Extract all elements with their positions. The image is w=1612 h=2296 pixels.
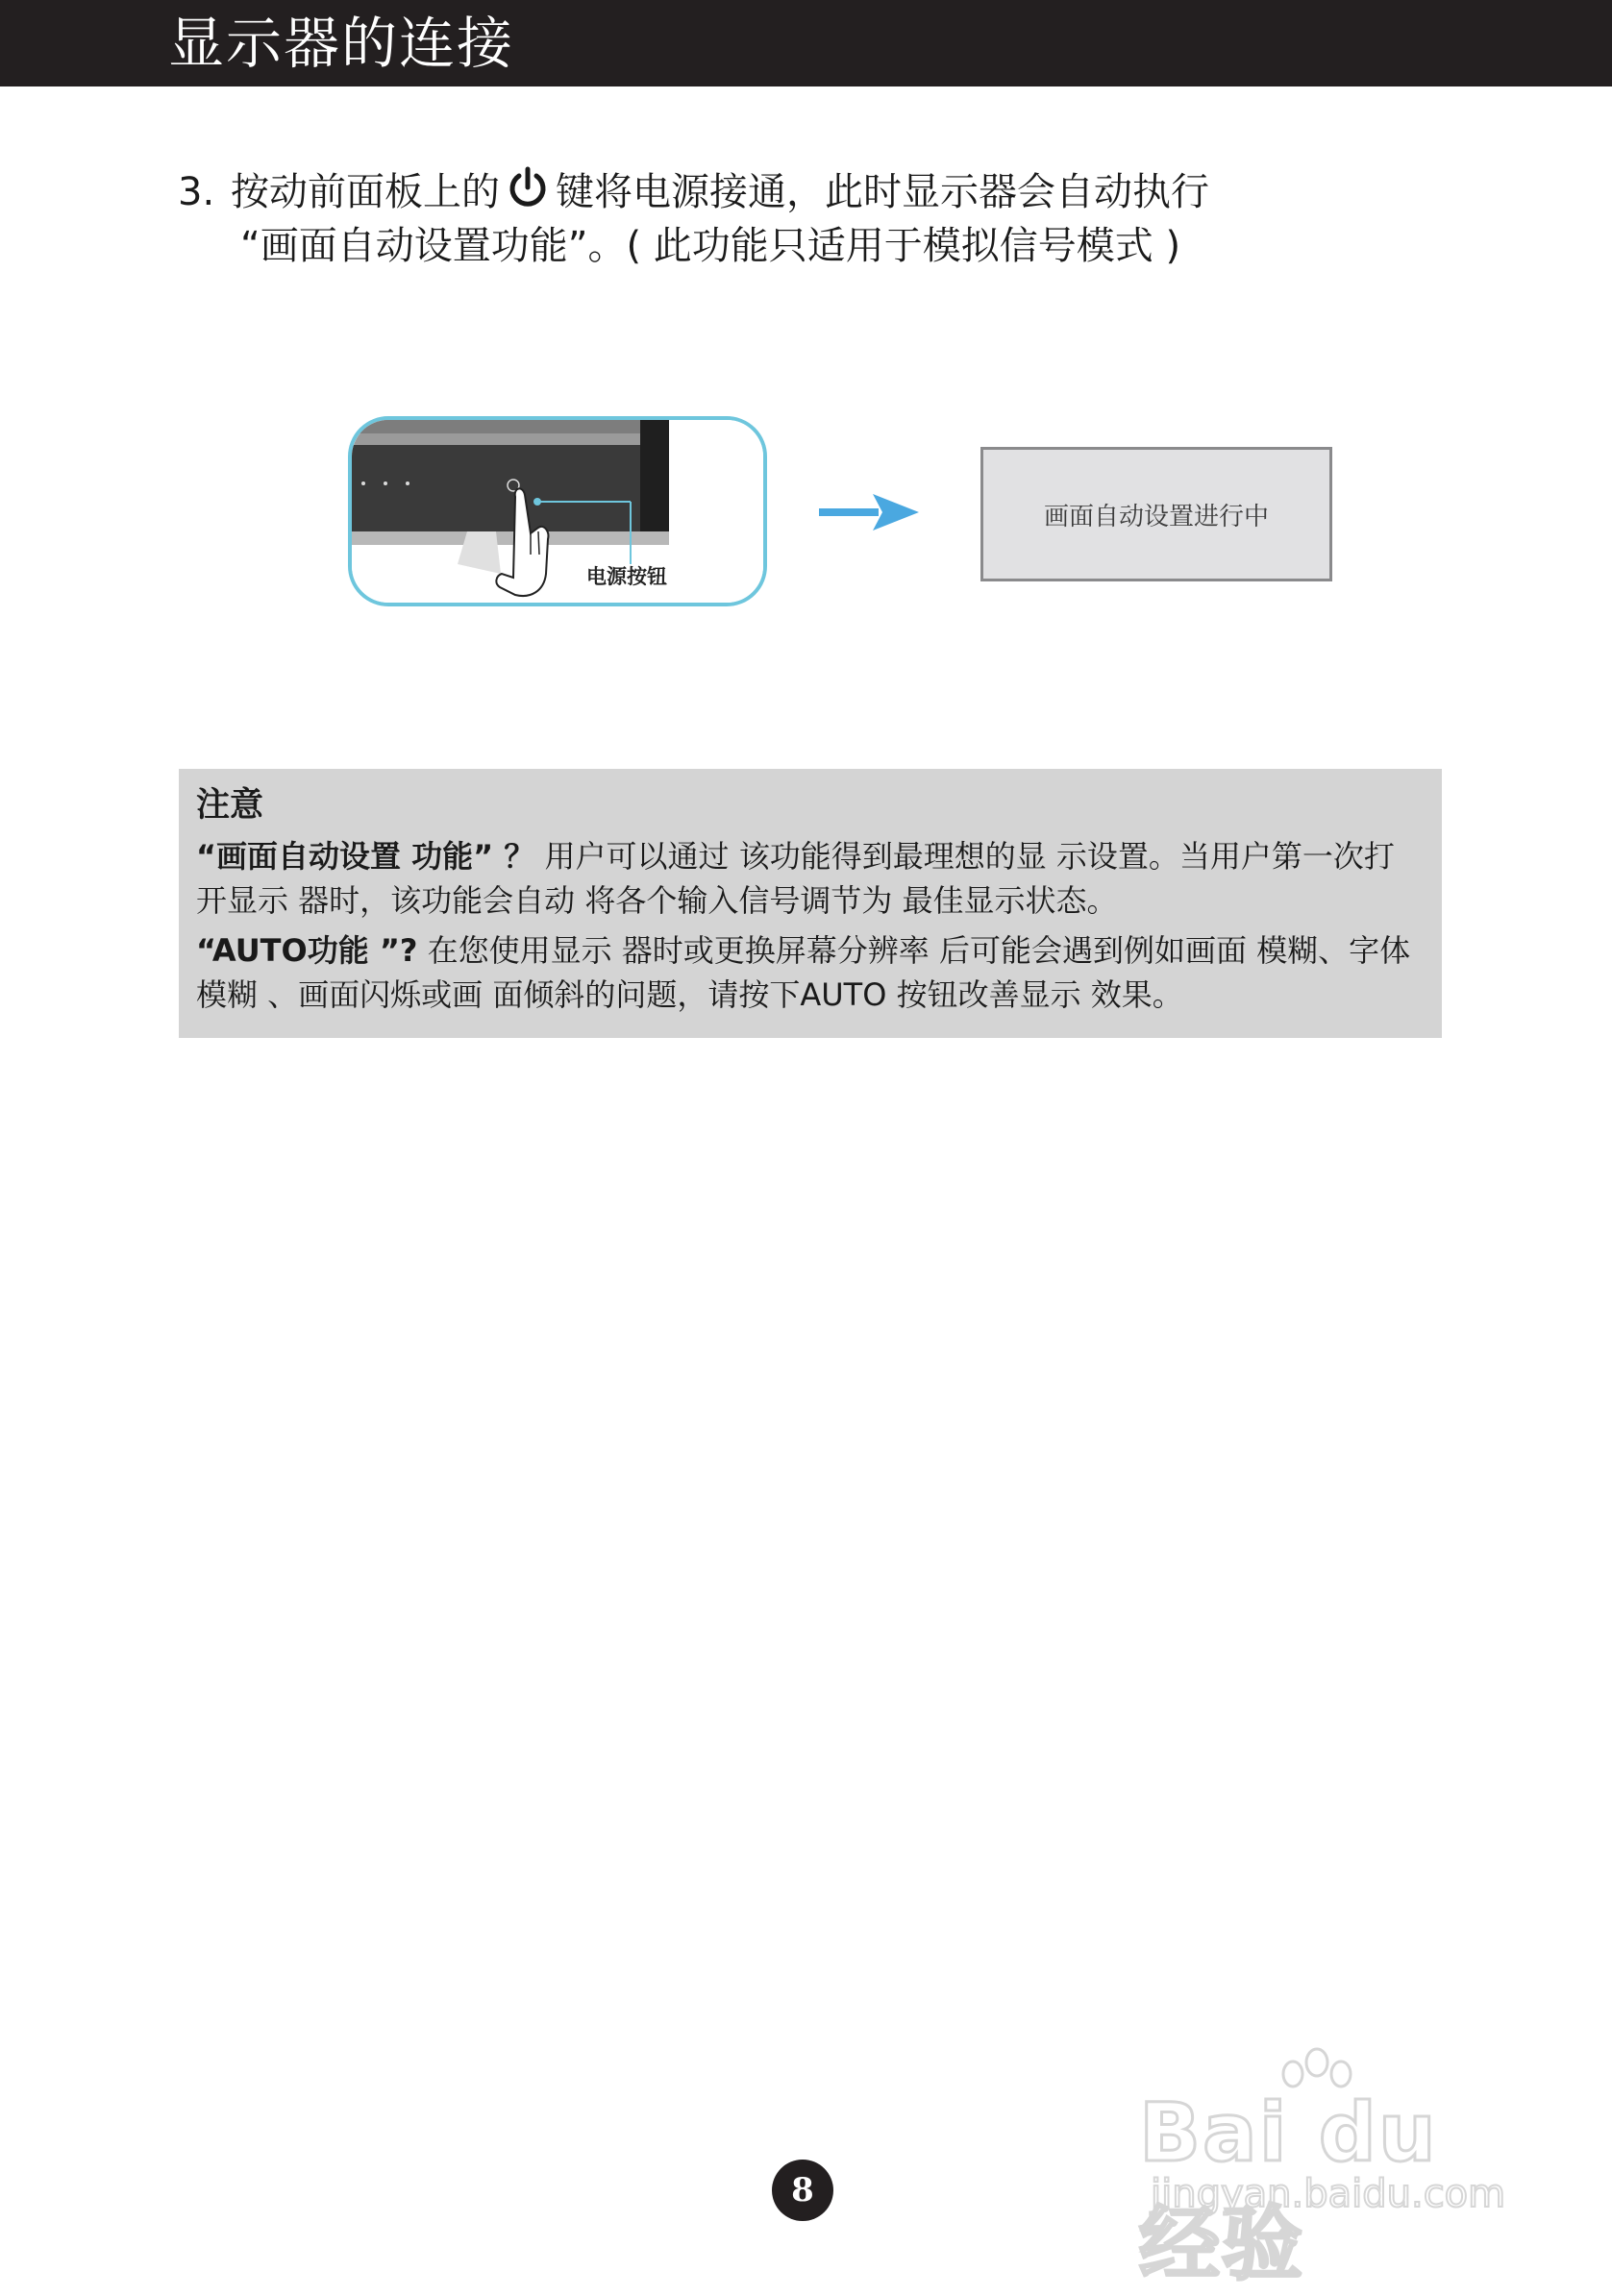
step-number: 3. [178, 170, 215, 214]
page-number: 8 [772, 2160, 833, 2221]
step-text-after-icon: 键将电源接通，此时显示器会自动执行 [556, 170, 1209, 214]
page-header [0, 0, 1612, 86]
watermark-brand: Bai du 经验 [1139, 2086, 1438, 2291]
note-p2-text: 在您使用显示 器时或更换屏幕分辨率 后可能会遇到例如画面 模糊、字体模糊 、画面闪烁或画 面倾斜的问题，请按下AUTO 按钮改善显示 效果。 [196, 932, 1411, 1013]
arrow-right-icon [819, 490, 919, 538]
watermark-url: jingyan.baidu.com [1151, 2172, 1506, 2216]
note-box [179, 769, 1442, 1038]
step-instruction [178, 165, 1379, 273]
page-title: 显示器的连接 [168, 11, 515, 76]
monitor-panel-illustration [348, 416, 767, 606]
power-icon [506, 166, 550, 210]
note-paragraph-1 [196, 834, 1425, 923]
note-title: 注意 [196, 786, 264, 825]
note-p1-term: “画面自动设置 功能” ？ [196, 838, 535, 875]
step-text-line2: “画面自动设置功能”。( 此功能只适用于模拟信号模式 ) [240, 224, 1181, 268]
watermark [1139, 2047, 1524, 2291]
power-button-caption: 电源按钮 [586, 565, 667, 588]
step-text-before-icon: 按动前面板上的 [231, 170, 500, 214]
auto-setup-status-box [980, 447, 1332, 581]
auto-setup-status-text: 画面自动设置进行中 [1043, 502, 1269, 531]
note-paragraph-2 [196, 928, 1425, 1017]
note-p1-text: 用户可以通过 该功能得到最理想的显 示设置。当用户第一次打开显示 器时，该功能会自动 将各个输入信号调节为 最佳显示状态。 [196, 838, 1395, 919]
note-p2-term: “AUTO功能 ”? [196, 932, 418, 969]
